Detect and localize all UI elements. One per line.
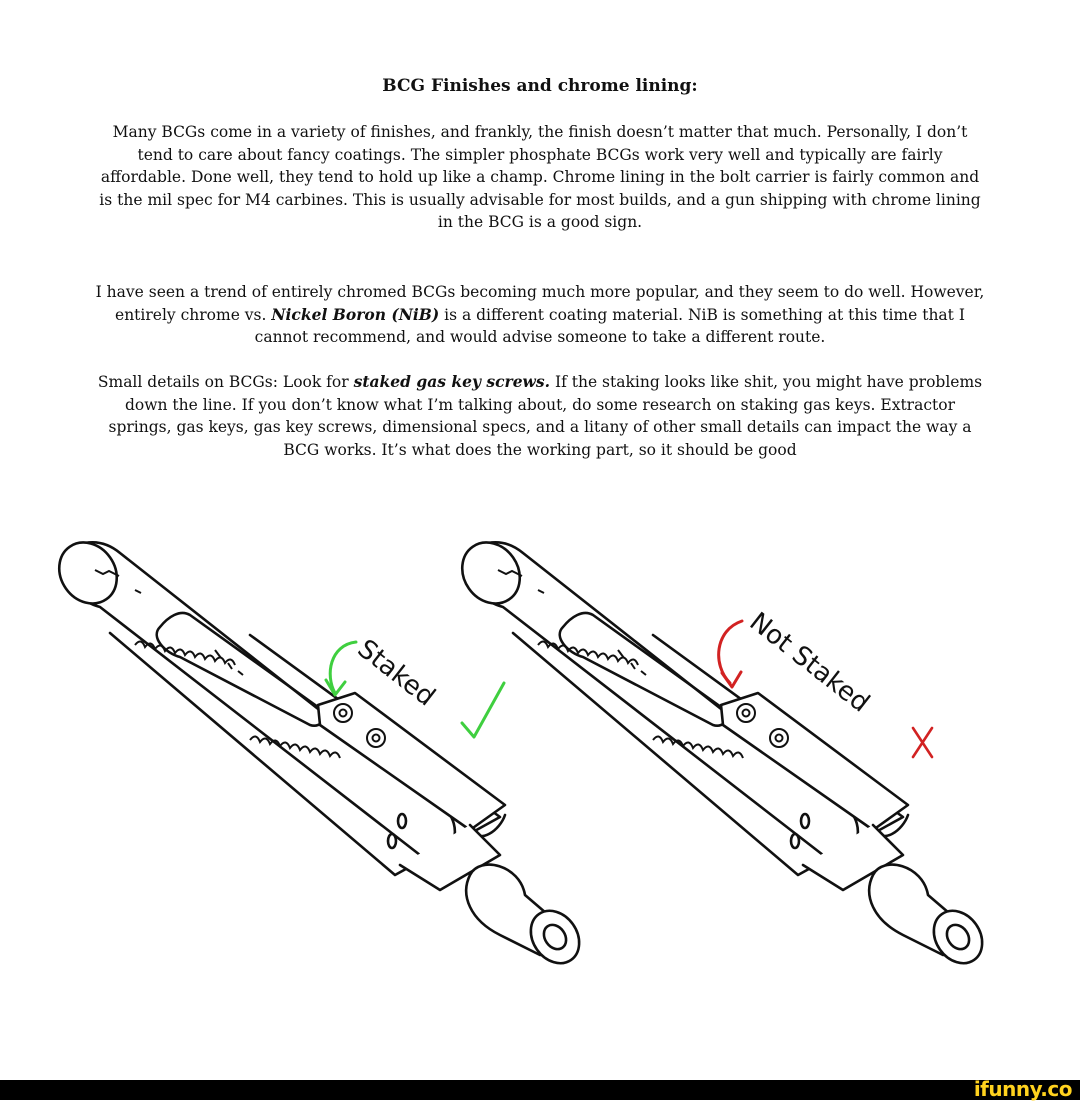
paragraph-nickel-boron bbox=[95, 281, 985, 349]
not-staked-label: Not Staked bbox=[743, 606, 875, 719]
p2-text-before: I have seen a trend of entirely chromed BCGs becoming much more popular, and they seem to do well. However, entirely chrome vs. bbox=[95, 283, 985, 324]
checkmark-icon bbox=[462, 683, 504, 737]
p3-text-before: Small details on BCGs: Look for bbox=[97, 373, 354, 391]
x-mark-icon bbox=[913, 728, 932, 757]
bcg-illustration bbox=[0, 525, 1080, 995]
footer-bar bbox=[0, 1077, 1080, 1101]
ifunny-logo bbox=[974, 1077, 1072, 1101]
p2-text-after: is a different coating material. NiB is something at this time that I cannot recommend, and would advise someone to take a different route. bbox=[254, 305, 965, 346]
staked-label: Staked bbox=[351, 633, 441, 713]
page-title: BCG Finishes and chrome lining: bbox=[382, 76, 698, 96]
paragraph-finishes: Many BCGs come in a variety of finishes, and frankly, the finish doesn’t matter that much. Personally, I don’t tend to care about fancy coatings. The simpler phosphate BCGs work very well and typically are fairly affordable. Done well, they tend to hold up like a champ. Chrome lining in the bolt carrier is fairly common and is the mil spec for M4 carbines. This is usually advisable for most builds, and a gun shipping with chrome lining in the BCG is a good sign. bbox=[99, 123, 981, 231]
p3-text-after: If the staking looks like shit, you might have problems down the line. If you don’t know what I’m talking about, do some research on staking gas keys. Extractor springs, gas keys, gas key screws, dimensional specs, and a litany of other small details can impact the way a BCG works. It’s what does the working part, so it should be good bbox=[108, 373, 983, 459]
p2-emphasis: Nickel Boron (NiB) bbox=[271, 304, 440, 324]
logo-text: ifunny bbox=[973, 1077, 1041, 1101]
logo-suffix: .co bbox=[1040, 1077, 1072, 1101]
paragraph-staking bbox=[95, 371, 985, 461]
p3-emphasis: staked gas key screws. bbox=[353, 372, 551, 391]
